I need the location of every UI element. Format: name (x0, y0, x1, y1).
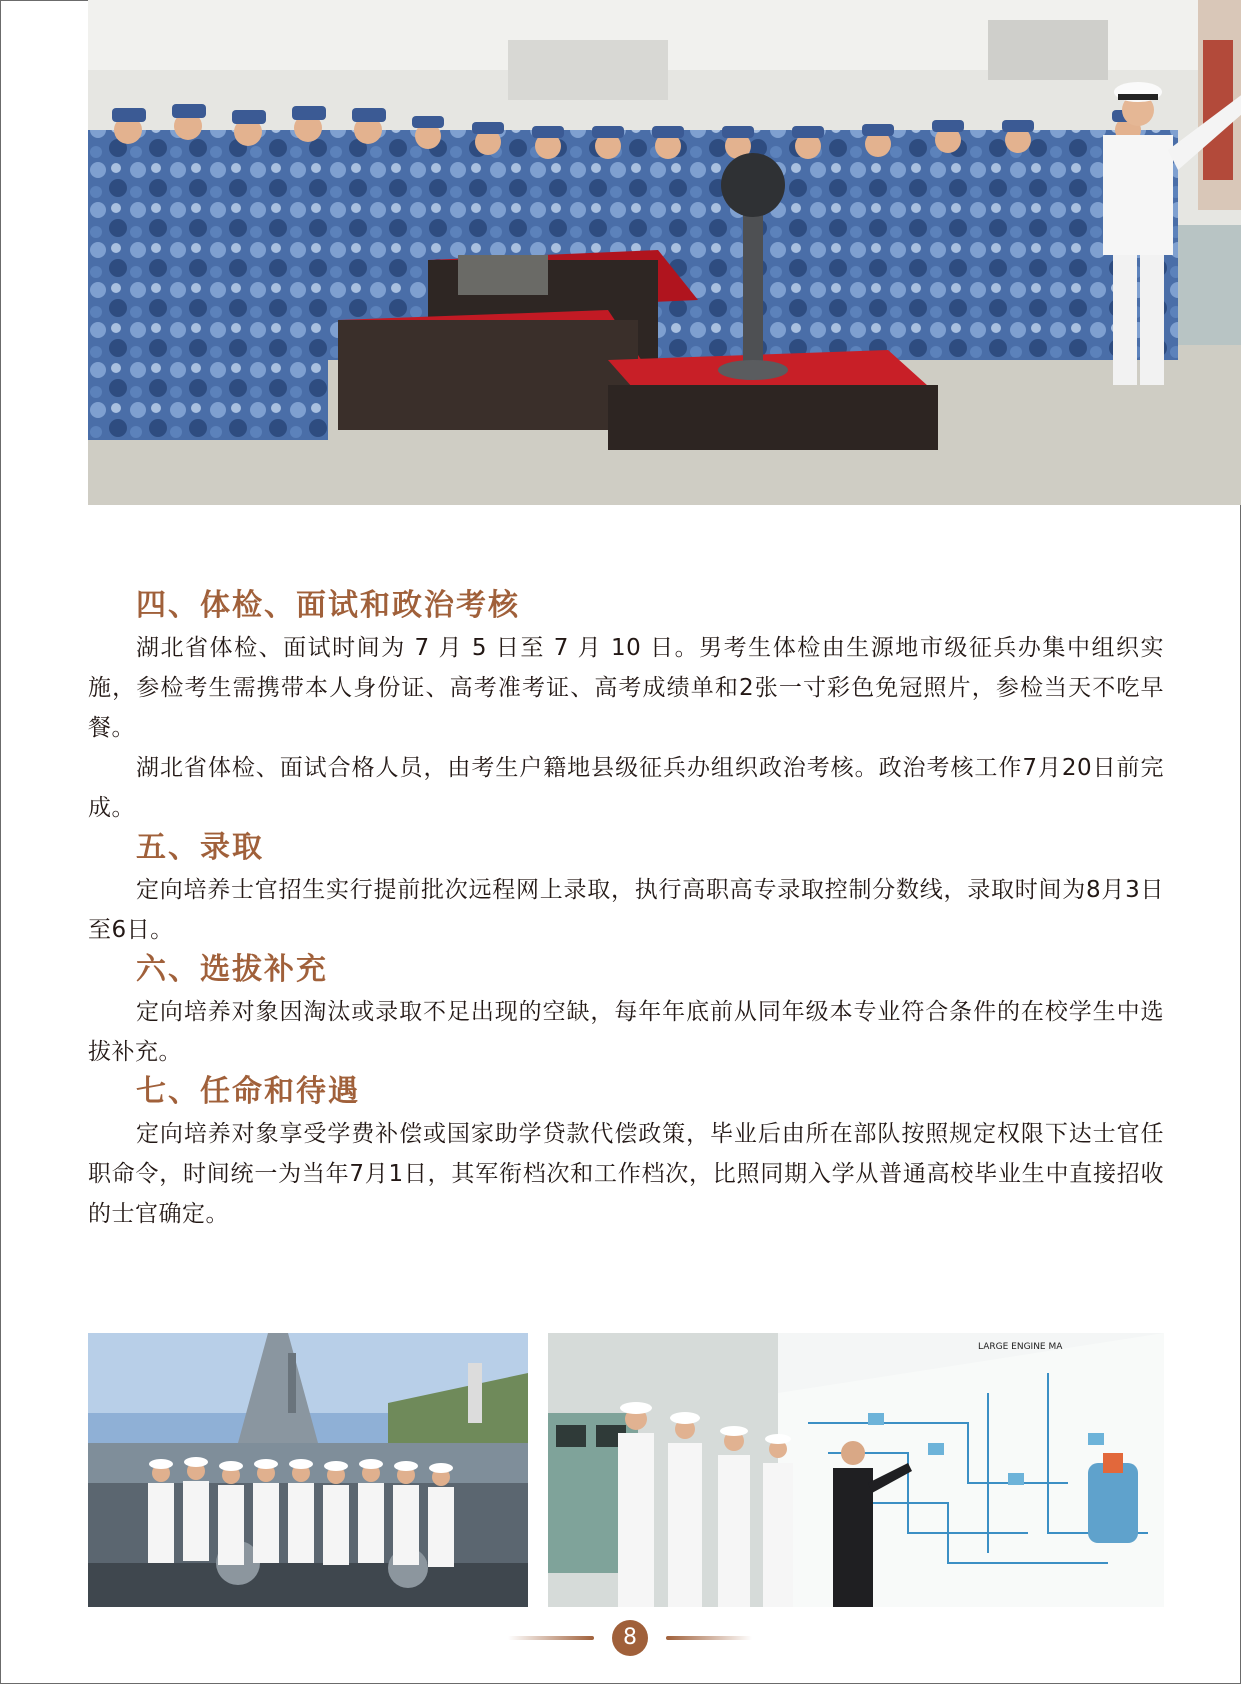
section-heading-selection: 六、选拔补充 (136, 952, 328, 987)
top-photo (88, 0, 1241, 505)
board-label: LARGE ENGINE MA (978, 1342, 1063, 1352)
paragraph: 定向培养士官招生实行提前批次远程网上录取，执行高职高专录取控制分数线，录取时间为8月3日至6日。 (88, 877, 1164, 943)
ship-deck-photo (88, 1333, 528, 1607)
section-heading-admission: 五、录取 (136, 830, 264, 865)
paragraph: 湖北省体检、面试合格人员，由考生户籍地县级征兵办组织政治考核。政治考核工作7月20日前完成。 (88, 755, 1164, 821)
paragraph: 湖北省体检、面试时间为 7 月 5 日至 7 月 10 日。男考生体检由生源地市级征兵办集中组织实施，参检考生需携带本人身份证、高考准考证、高考成绩单和2张一寸彩色免冠照片，参检当天不吃早餐。 (88, 635, 1164, 741)
section-heading-physical-exam: 四、体检、面试和政治考核 (136, 588, 520, 623)
paragraph: 定向培养对象享受学费补偿或国家助学贷款代偿政策，毕业后由所在部队按照规定权限下达士官任职命令，时间统一为当年7月1日，其军衔档次和工作档次，比照同期入学从普通高校毕业生中直接招收的士官确定。 (88, 1121, 1164, 1227)
page-number-rule-left (508, 1636, 594, 1640)
page-number (500, 1618, 760, 1658)
section-heading-appointment: 七、任命和待遇 (136, 1074, 360, 1109)
page-number-badge: 8 (612, 1620, 648, 1656)
content (88, 580, 1164, 1234)
engine-board-photo (548, 1333, 1164, 1607)
page-number-rule-right (666, 1636, 752, 1640)
paragraph: 定向培养对象因淘汰或录取不足出现的空缺，每年年底前从同年级本专业符合条件的在校学生中选拔补充。 (88, 999, 1164, 1065)
